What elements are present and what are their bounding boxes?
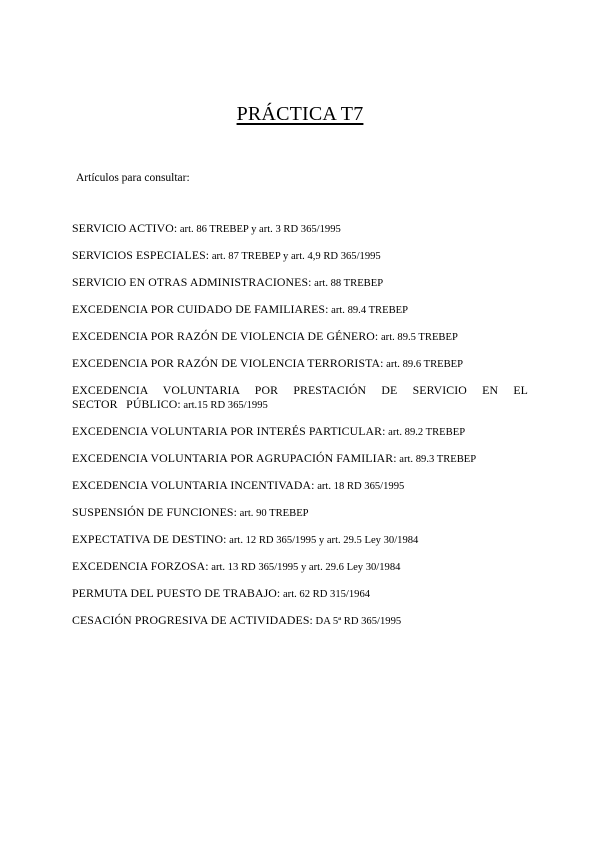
article-reference: art. 12 RD 365/1995 y art. 29.5 Ley 30/1984: [226, 535, 419, 546]
article-reference: art. 62 RD 315/1964: [280, 589, 371, 600]
situation-name: EXCEDENCIA VOLUNTARIA POR PRESTACIÓN DE SERVICIO EN EL SECTOR PÚBLICO:: [72, 383, 528, 411]
situation-name: PERMUTA DEL PUESTO DE TRABAJO:: [72, 586, 281, 600]
article-reference: art. 89.2 TREBEP: [385, 427, 466, 438]
list-item: [72, 587, 528, 601]
list-item: [72, 357, 528, 371]
situation-name: SERVICIO ACTIVO:: [72, 221, 178, 235]
article-reference: art. 18 RD 365/1995: [314, 481, 405, 492]
situation-name: CESACIÓN PROGRESIVA DE ACTIVIDADES:: [72, 613, 313, 627]
list-item: [72, 303, 528, 317]
list-item: [72, 249, 528, 263]
list-item: [72, 384, 528, 412]
intro-text: Artículos para consultar:: [76, 172, 190, 184]
list-item: [72, 560, 528, 574]
situation-name: EXCEDENCIA POR RAZÓN DE VIOLENCIA TERRORISTA:: [72, 356, 384, 370]
list-item: [72, 479, 528, 493]
situation-name: SERVICIO EN OTRAS ADMINISTRACIONES:: [72, 275, 312, 289]
article-reference: art. 86 TREBEP y art. 3 RD 365/1995: [177, 224, 341, 235]
situation-name: EXCEDENCIA POR RAZÓN DE VIOLENCIA DE GÉNERO:: [72, 329, 379, 343]
article-reference: DA 5ª RD 365/1995: [312, 616, 402, 627]
page-title: PRÁCTICA T7: [236, 103, 364, 125]
list-item: [72, 276, 528, 290]
list-item: [72, 506, 528, 520]
article-reference: art. 89.3 TREBEP: [396, 454, 477, 465]
list-item: [72, 533, 528, 547]
article-reference: art. 89.4 TREBEP: [328, 305, 409, 316]
situation-name: EXCEDENCIA POR CUIDADO DE FAMILIARES:: [72, 302, 329, 316]
articles-list: [72, 222, 528, 641]
list-item: [72, 425, 528, 439]
list-item: [72, 452, 528, 466]
article-reference: art.15 RD 365/1995: [180, 400, 268, 411]
article-reference: art. 88 TREBEP: [311, 278, 384, 289]
article-reference: art. 87 TREBEP y art. 4,9 RD 365/1995: [209, 251, 381, 262]
situation-name: SUSPENSIÓN DE FUNCIONES:: [72, 505, 237, 519]
situation-name: EXPECTATIVA DE DESTINO:: [72, 532, 227, 546]
situation-name: EXCEDENCIA VOLUNTARIA INCENTIVADA:: [72, 478, 315, 492]
situation-name: EXCEDENCIA FORZOSA:: [72, 559, 209, 573]
article-reference: art. 89.6 TREBEP: [383, 359, 464, 370]
article-reference: art. 90 TREBEP: [236, 508, 309, 519]
article-reference: art. 13 RD 365/1995 y art. 29.6 Ley 30/1984: [208, 562, 401, 573]
list-item: [72, 614, 528, 628]
article-reference: art. 89.5 TREBEP: [378, 332, 458, 343]
situation-name: EXCEDENCIA VOLUNTARIA POR AGRUPACIÓN FAMILIAR:: [72, 451, 397, 465]
situation-name: SERVICIOS ESPECIALES:: [72, 248, 210, 262]
list-item: [72, 330, 528, 344]
situation-name: EXCEDENCIA VOLUNTARIA POR INTERÉS PARTICULAR:: [72, 424, 386, 438]
list-item: [72, 222, 528, 236]
